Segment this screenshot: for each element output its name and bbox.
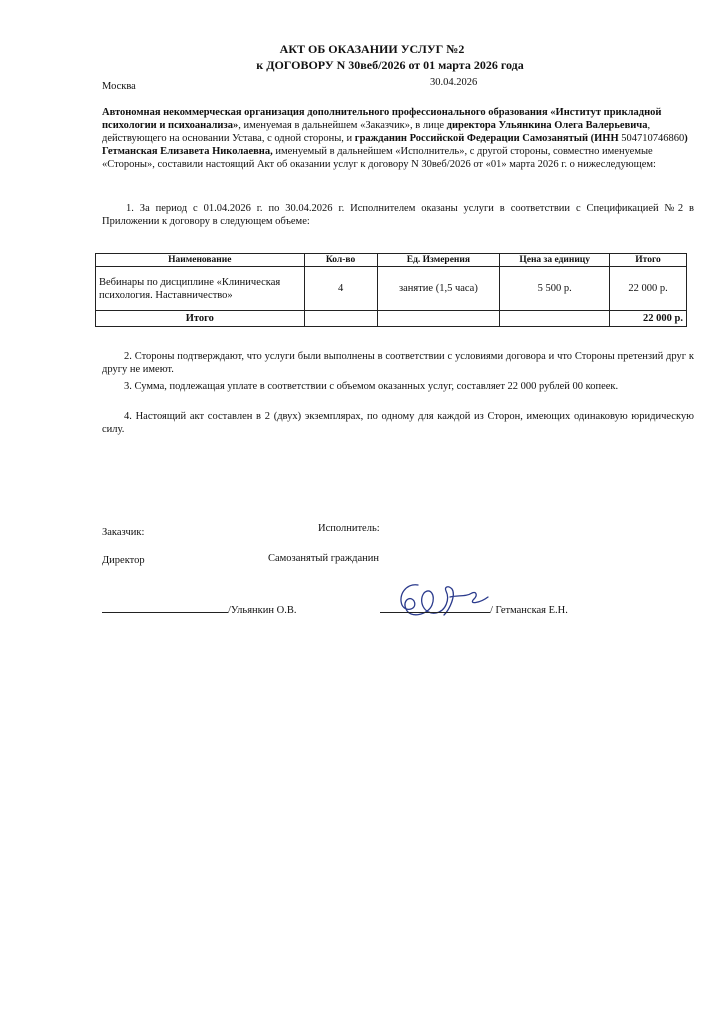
service-name-cell: Вебинары по дисциплине «Клиническая психология. Наставничество» — [96, 267, 305, 311]
table-total-row — [96, 311, 687, 327]
column-header-total: Итого — [610, 254, 687, 267]
empty-cell — [377, 311, 500, 327]
performer-signature-line — [380, 602, 490, 613]
table-row — [96, 267, 687, 311]
column-header-price: Цена за единицу — [500, 254, 610, 267]
performer-signature-block — [380, 602, 568, 617]
table-header-row — [96, 254, 687, 267]
empty-cell — [500, 311, 610, 327]
intro-text-1: , именуемая в дальнейшем «Заказчик», в лице — [238, 120, 447, 131]
clause-4: 4. Настоящий акт составлен в 2 (двух) экземплярах, по одному для каждой из Сторон, имеющих одинаковую юридическую силу. — [102, 411, 694, 435]
clause-2: 2. Стороны подтверждают, что услуги были выполнены в соответствии с условиями договора и что Стороны претензий друг к другу не имеют. — [102, 351, 694, 375]
total-value-cell: 22 000 р. — [610, 311, 687, 327]
performer-signature-image — [388, 575, 498, 625]
column-header-qty: Кол-во — [304, 254, 377, 267]
performer-label: Исполнитель: — [318, 523, 380, 534]
row-total-cell: 22 000 р. — [610, 267, 687, 311]
performer-position: Самозанятый гражданин — [268, 553, 380, 564]
document-date: 30.04.2026 — [430, 77, 478, 88]
intro-text-2: , действующего на основании Устава, с одной стороны, и — [102, 120, 651, 144]
performer-signatory-name: / Гетманская Е.Н. — [490, 605, 568, 616]
intro-paragraph — [102, 106, 694, 171]
unit-cell: занятие (1,5 часа) — [377, 267, 500, 311]
customer-org-name: Автономная некоммерческая организация дополнительного профессионального образования «Институт прикладной психологии и психоанализа» — [102, 107, 662, 131]
performer-inn: 504710746860 — [621, 133, 685, 144]
performer-name: ) Гетманская Елизавета Николаевна, — [102, 133, 688, 157]
customer-label: Заказчик: — [102, 527, 145, 538]
empty-cell — [304, 311, 377, 327]
intro-text-3: именуемый в дальнейшем «Исполнитель», с другой стороны, совместно именуемые «Стороны», составили настоящий Акт об оказании услуг к договору N 30веб/2026 от «01» марта 2026 г. о нижеследующем: — [102, 146, 656, 170]
customer-signatory-name: /Ульянкин О.В. — [228, 605, 297, 616]
customer-position: Директор — [102, 555, 145, 566]
customer-signature-block — [102, 602, 296, 617]
clause-1: 1. За период с 01.04.2026 г. по 30.04.2026 г. Исполнителем оказаны услуги в соответствии с Спецификацией №2 в Приложении к договору в следующем объеме: — [102, 203, 694, 227]
qty-cell: 4 — [304, 267, 377, 311]
column-header-name: Наименование — [96, 254, 305, 267]
price-cell: 5 500 р. — [500, 267, 610, 311]
performer-status: гражданин Российской Федерации Самозанятый (ИНН — [354, 133, 622, 144]
services-table — [95, 253, 687, 327]
clause-3: 3. Сумма, подлежащая уплате в соответствии с объемом оказанных услуг, составляет 22 000 рублей 00 копеек. — [124, 381, 619, 392]
column-header-unit: Ед. Измерения — [377, 254, 500, 267]
customer-representative: директора Ульянкина Олега Валерьевича — [446, 120, 648, 131]
city: Москва — [102, 81, 136, 92]
document-subtitle: к ДОГОВОРУ N 30веб/2026 от 01 марта 2026 года — [256, 58, 524, 72]
total-label-cell: Итого — [96, 311, 305, 327]
customer-signature-line — [102, 602, 228, 613]
document-title: АКТ ОБ ОКАЗАНИИ УСЛУГ №2 — [279, 42, 465, 56]
